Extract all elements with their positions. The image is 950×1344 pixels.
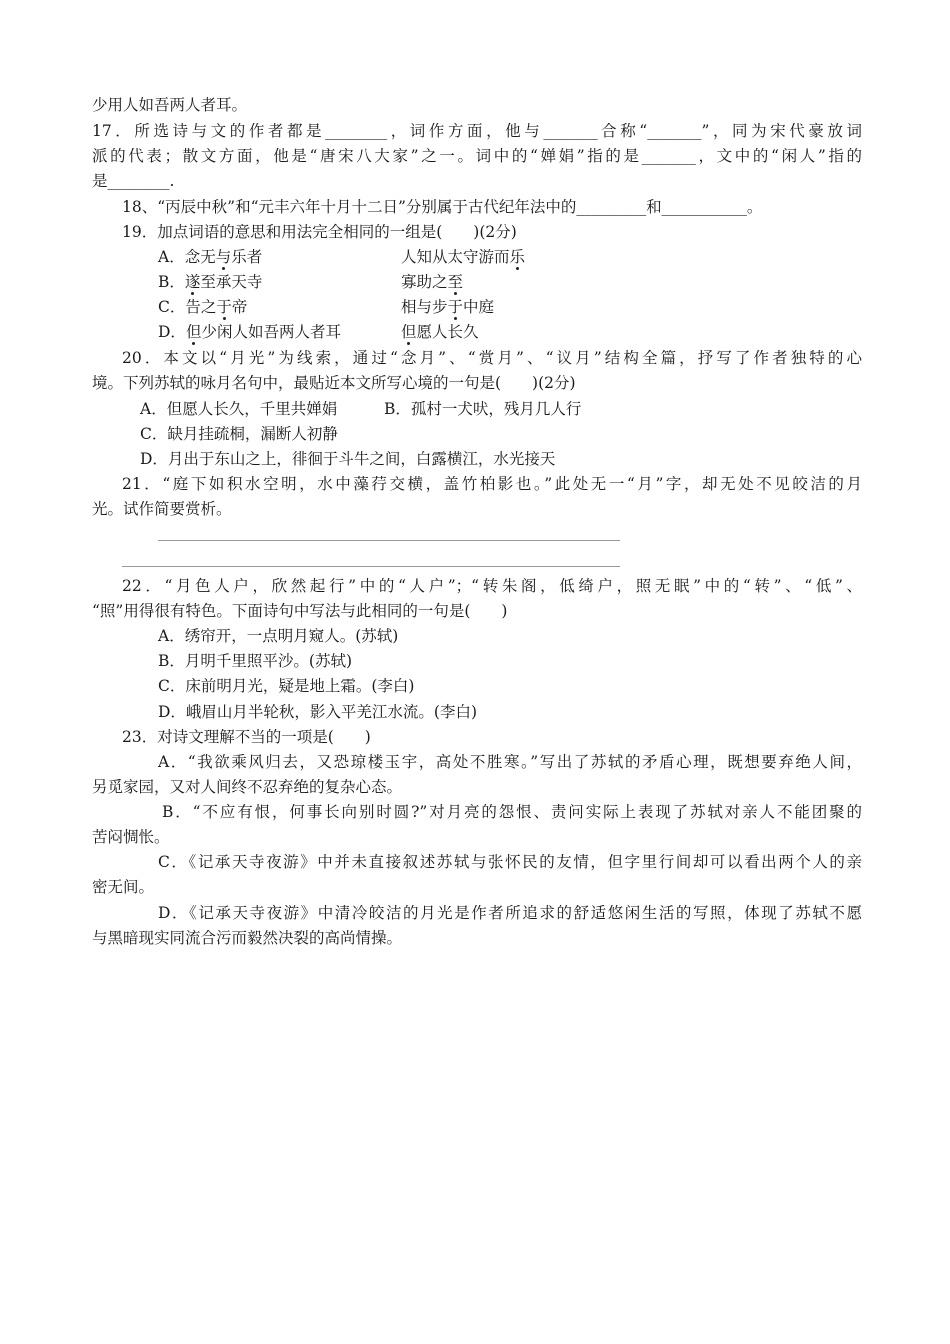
q19-option-d-right: 但愿人长久: [401, 323, 479, 341]
emphasis-dot: 乐: [509, 248, 526, 266]
q23-option-b-line1: B．“不应有恨，何事长向别时圆?”对月亮的怨恨、责问实际上表现了苏轼对亲人不能团聚的: [162, 803, 862, 821]
q22-option-c: C．床前明月光，疑是地上霜。(李白): [158, 677, 415, 695]
emphasis-dot: 与: [215, 248, 232, 266]
q20-line1: 20．本文以“月光”为线索，通过“念月”、“赏月”、“议月”结构全篇，抒写了作者独特的心: [122, 349, 862, 367]
q23-stem: 23．对诗文理解不当的一项是( ): [122, 728, 371, 746]
q21-line2: 光。试作简要赏析。: [92, 500, 232, 518]
q23-option-c-line2: 密无间。: [92, 878, 155, 896]
q19-option-d-left: D．但少闲人如吾两人者耳: [158, 323, 341, 341]
q17-line1: 17．所选诗与文的作者都是________，词作方面，他与_______合称“_______”，同为宋代豪放词: [92, 122, 862, 140]
answer-line: [158, 540, 620, 541]
q23-option-d-line2: 与黑暗现实同流合污而毅然决裂的高尚情操。: [92, 929, 403, 947]
q19-option-a-left: A．念无与乐者: [158, 248, 263, 266]
emphasis-dot: 但: [401, 323, 417, 341]
q23-option-d-line1: D．《记承天寺夜游》中清冷皎洁的月光是作者所追求的舒适悠闲生活的写照，体现了苏轼不愿: [158, 904, 862, 922]
q23-option-b-line2: 苦闷惆怅。: [92, 828, 170, 846]
q19-option-c-right: 相与步于中庭: [401, 298, 495, 316]
emphasis-dot: 于: [216, 298, 232, 316]
q19-option-c-left: C．告之于帝: [158, 298, 248, 316]
q20-option-d: D．月出于东山之上，徘徊于斗牛之间，白露横江，水光接天: [140, 450, 556, 468]
q21-line1: 21．“庭下如积水空明，水中藻荇交横，盖竹柏影也。”此处无一“月”字，却无处不见皎洁的月: [122, 475, 862, 493]
q22-option-d: D．峨眉山月半轮秋，影入平羌江水流。(李白): [158, 703, 478, 721]
q22-option-b: B．月明千里照平沙。(苏轼): [158, 652, 352, 670]
q18-line: 18、“丙辰中秋”和“元丰六年十月十二日”分别属于古代纪年法中的_________和___________。: [122, 198, 763, 216]
q19-stem: 19．加点词语的意思和用法完全相同的一组是( )(2分): [122, 223, 517, 241]
q19-option-b-left: B．遂至承天寺: [158, 273, 263, 291]
q22-option-a: A．绣帘开，一点明月窥人。(苏轼): [158, 627, 399, 645]
q22-line1: 22．“月色人户，欣然起行”中的“人户”；“转朱阁，低绮户，照无眠”中的“转”、“低”、: [122, 577, 862, 595]
q22-line2: “照”用得很有特色。下面诗句中写法与此相同的一句是( ): [92, 602, 508, 620]
q19-option-b-right: 寡助之至: [401, 273, 464, 291]
emphasis-dot: 但: [185, 323, 202, 341]
q23-option-c-line1: C．《记承天寺夜游》中并未直接叙述苏轼与张怀民的友情，但字里行间却可以看出两个人的亲: [158, 853, 862, 871]
q20-option-c: C．缺月挂疏桐，漏断人初静: [140, 425, 338, 443]
q20-option-a: A．但愿人长久，千里共婵娟: [140, 400, 338, 418]
q17-line2: 派的代表；散文方面，他是“唐宋八大家”之一。词中的“婵娟”指的是_______，文中的“闲人”指的: [92, 147, 862, 165]
emphasis-dot: 至: [447, 273, 464, 291]
emphasis-dot: 遂: [184, 273, 201, 291]
q17-line3: 是________.: [92, 172, 175, 190]
q23-option-a-line1: A．“我欲乘风归去，又恐琼楼玉宇，高处不胜寒。”写出了苏轼的矛盾心理，既想要弃绝人间，: [158, 753, 862, 771]
q19-option-a-right: 人知从太守游而乐: [401, 248, 526, 266]
q23-option-a-line2: 另觅家园，又对人间终不忍弃绝的复杂心态。: [92, 778, 403, 796]
answer-line: [122, 566, 620, 567]
text-line: 少用人如吾两人者耳。: [92, 96, 248, 114]
emphasis-dot: 于: [447, 298, 464, 316]
q20-option-b: B．孤村一犬吠，残月几人行: [384, 400, 582, 418]
q20-line2: 境。下列苏轼的咏月名句中，最贴近本文所写心境的一句是( )(2分): [92, 374, 576, 392]
